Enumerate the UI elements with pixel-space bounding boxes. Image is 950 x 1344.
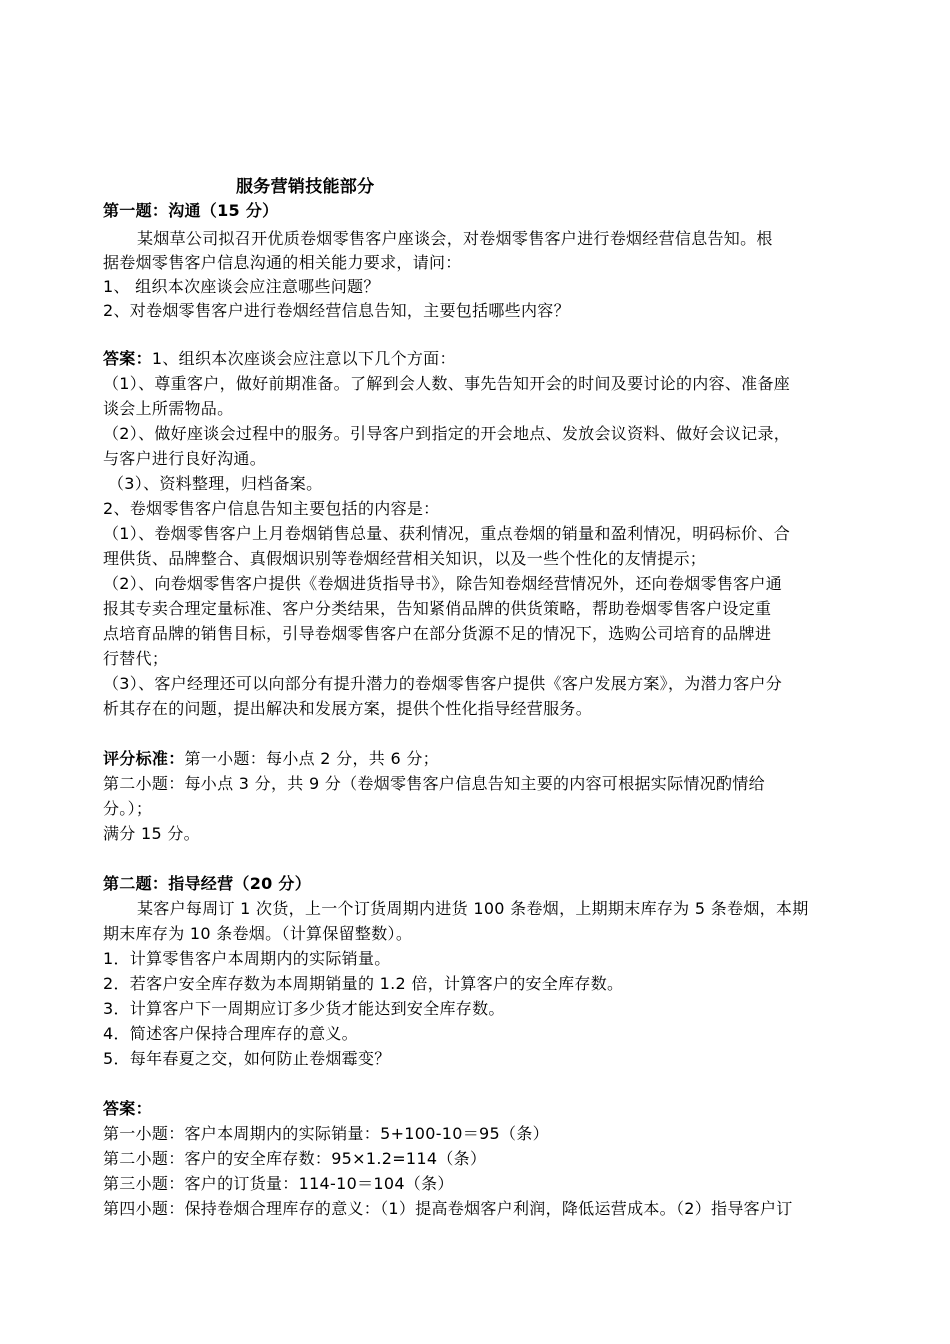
- q1-answer-line: （1）、卷烟零售客户上月卷烟销售总量、获利情况，重点卷烟的销量和盈利情况，明码标价、合: [103, 524, 791, 543]
- q1-score-line: 满分 15 分。: [103, 824, 200, 843]
- q2-question: 2．若客户安全库存数为本周期销量的 1.2 倍，计算客户的安全库存数。: [103, 974, 624, 993]
- q2-intro-line: 某客户每周订 1 次货，上一个订货周期内进货 100 条卷烟，上期期末库存为 5 条卷烟，本期: [137, 899, 809, 918]
- q2-question: 1．计算零售客户本周期内的实际销量。: [103, 949, 391, 968]
- q1-question: 2、对卷烟零售客户进行卷烟经营信息告知，主要包括哪些内容？: [103, 301, 570, 320]
- q1-answer-line: 报其专卖合理定量标准、客户分类结果，告知紧俏品牌的供货策略，帮助卷烟零售客户设定重: [103, 599, 772, 618]
- q1-answer-line: （2）、做好座谈会过程中的服务。引导客户到指定的开会地点、发放会议资料、做好会议记录，: [103, 424, 791, 443]
- q1-answer-line: 点培育品牌的销售目标，引导卷烟零售客户在部分货源不足的情况下，选购公司培育的品牌进: [103, 624, 772, 643]
- q2-answer-line: 第四小题：保持卷烟合理库存的意义：（1）提高卷烟客户利润，降低运营成本。（2）指导客户订: [103, 1199, 793, 1218]
- q1-answer-text: 1、组织本次座谈会应注意以下几个方面：: [151, 349, 456, 368]
- q1-score-line: 第二小题：每小点 3 分，共 9 分（卷烟零售客户信息告知主要的内容可根据实际情况酌情给: [103, 774, 765, 793]
- q2-question: 5．每年春夏之交，如何防止卷烟霉变？: [103, 1049, 391, 1068]
- q1-heading: 第一题：沟通（15 分）: [103, 201, 279, 220]
- q1-answer-line: 行替代；: [103, 649, 169, 668]
- document-title: 服务营销技能部分: [236, 177, 375, 197]
- q1-answer-line: （3）、客户经理还可以向部分有提升潜力的卷烟零售客户提供《客户发展方案》，为潜力客户分: [103, 674, 783, 693]
- q2-intro-line: 期末库存为 10 条卷烟。（计算保留整数）。: [103, 924, 413, 943]
- q2-answer-line: 第一小题：客户本周期内的实际销量：5+100-10＝95（条）: [103, 1124, 549, 1143]
- q1-answer-line: 理供货、品牌整合、真假烟识别等卷烟经营相关知识，以及一些个性化的友情提示；: [103, 549, 707, 568]
- q1-score-line: 分。）；: [103, 799, 153, 818]
- q1-intro-line: 某烟草公司拟召开优质卷烟零售客户座谈会，对卷烟零售客户进行卷烟经营信息告知。根: [137, 229, 773, 248]
- q1-answer-line: （2）、向卷烟零售客户提供《卷烟进货指导书》，除告知卷烟经营情况外，还向卷烟零售客户通: [103, 574, 783, 593]
- q2-answer-line: 第三小题：客户的订货量：114-10＝104（条）: [103, 1174, 454, 1193]
- q1-question: 1、 组织本次座谈会应注意哪些问题？: [103, 277, 380, 296]
- q2-answer-label: 答案：: [103, 1099, 152, 1118]
- q1-score-first-line: [103, 748, 883, 770]
- q1-answer-line: 谈会上所需物品。: [103, 399, 234, 418]
- q2-question: 4．简述客户保持合理库存的意义。: [103, 1024, 358, 1043]
- q1-answer-line: 2、卷烟零售客户信息告知主要包括的内容是：: [103, 499, 440, 518]
- q2-heading: 第二题：指导经营（20 分）: [103, 874, 312, 893]
- q1-answer-line: （3）、资料整理，归档备案。: [108, 474, 323, 493]
- q2-question: 3．计算客户下一周期应订多少货才能达到安全库存数。: [103, 999, 505, 1018]
- q2-answer-line: 第二小题：客户的安全库存数：95×1.2=114（条）: [103, 1149, 487, 1168]
- q1-intro-line: 据卷烟零售客户信息沟通的相关能力要求，请问：: [103, 253, 462, 272]
- q1-score-text: 第一小题：每小点 2 分，共 6 分；: [184, 749, 439, 768]
- q1-answer-line: （1）、尊重客户，做好前期准备。了解到会人数、事先告知开会的时间及要讨论的内容、准备座: [103, 374, 791, 393]
- q1-answer-first-line: [103, 348, 883, 370]
- q1-score-label: 评分标准：: [103, 749, 185, 768]
- q1-answer-label: 答案：: [103, 349, 152, 368]
- q1-answer-line: 析其存在的问题，提出解决和发展方案，提供个性化指导经营服务。: [103, 699, 593, 718]
- q1-answer-line: 与客户进行良好沟通。: [103, 449, 267, 468]
